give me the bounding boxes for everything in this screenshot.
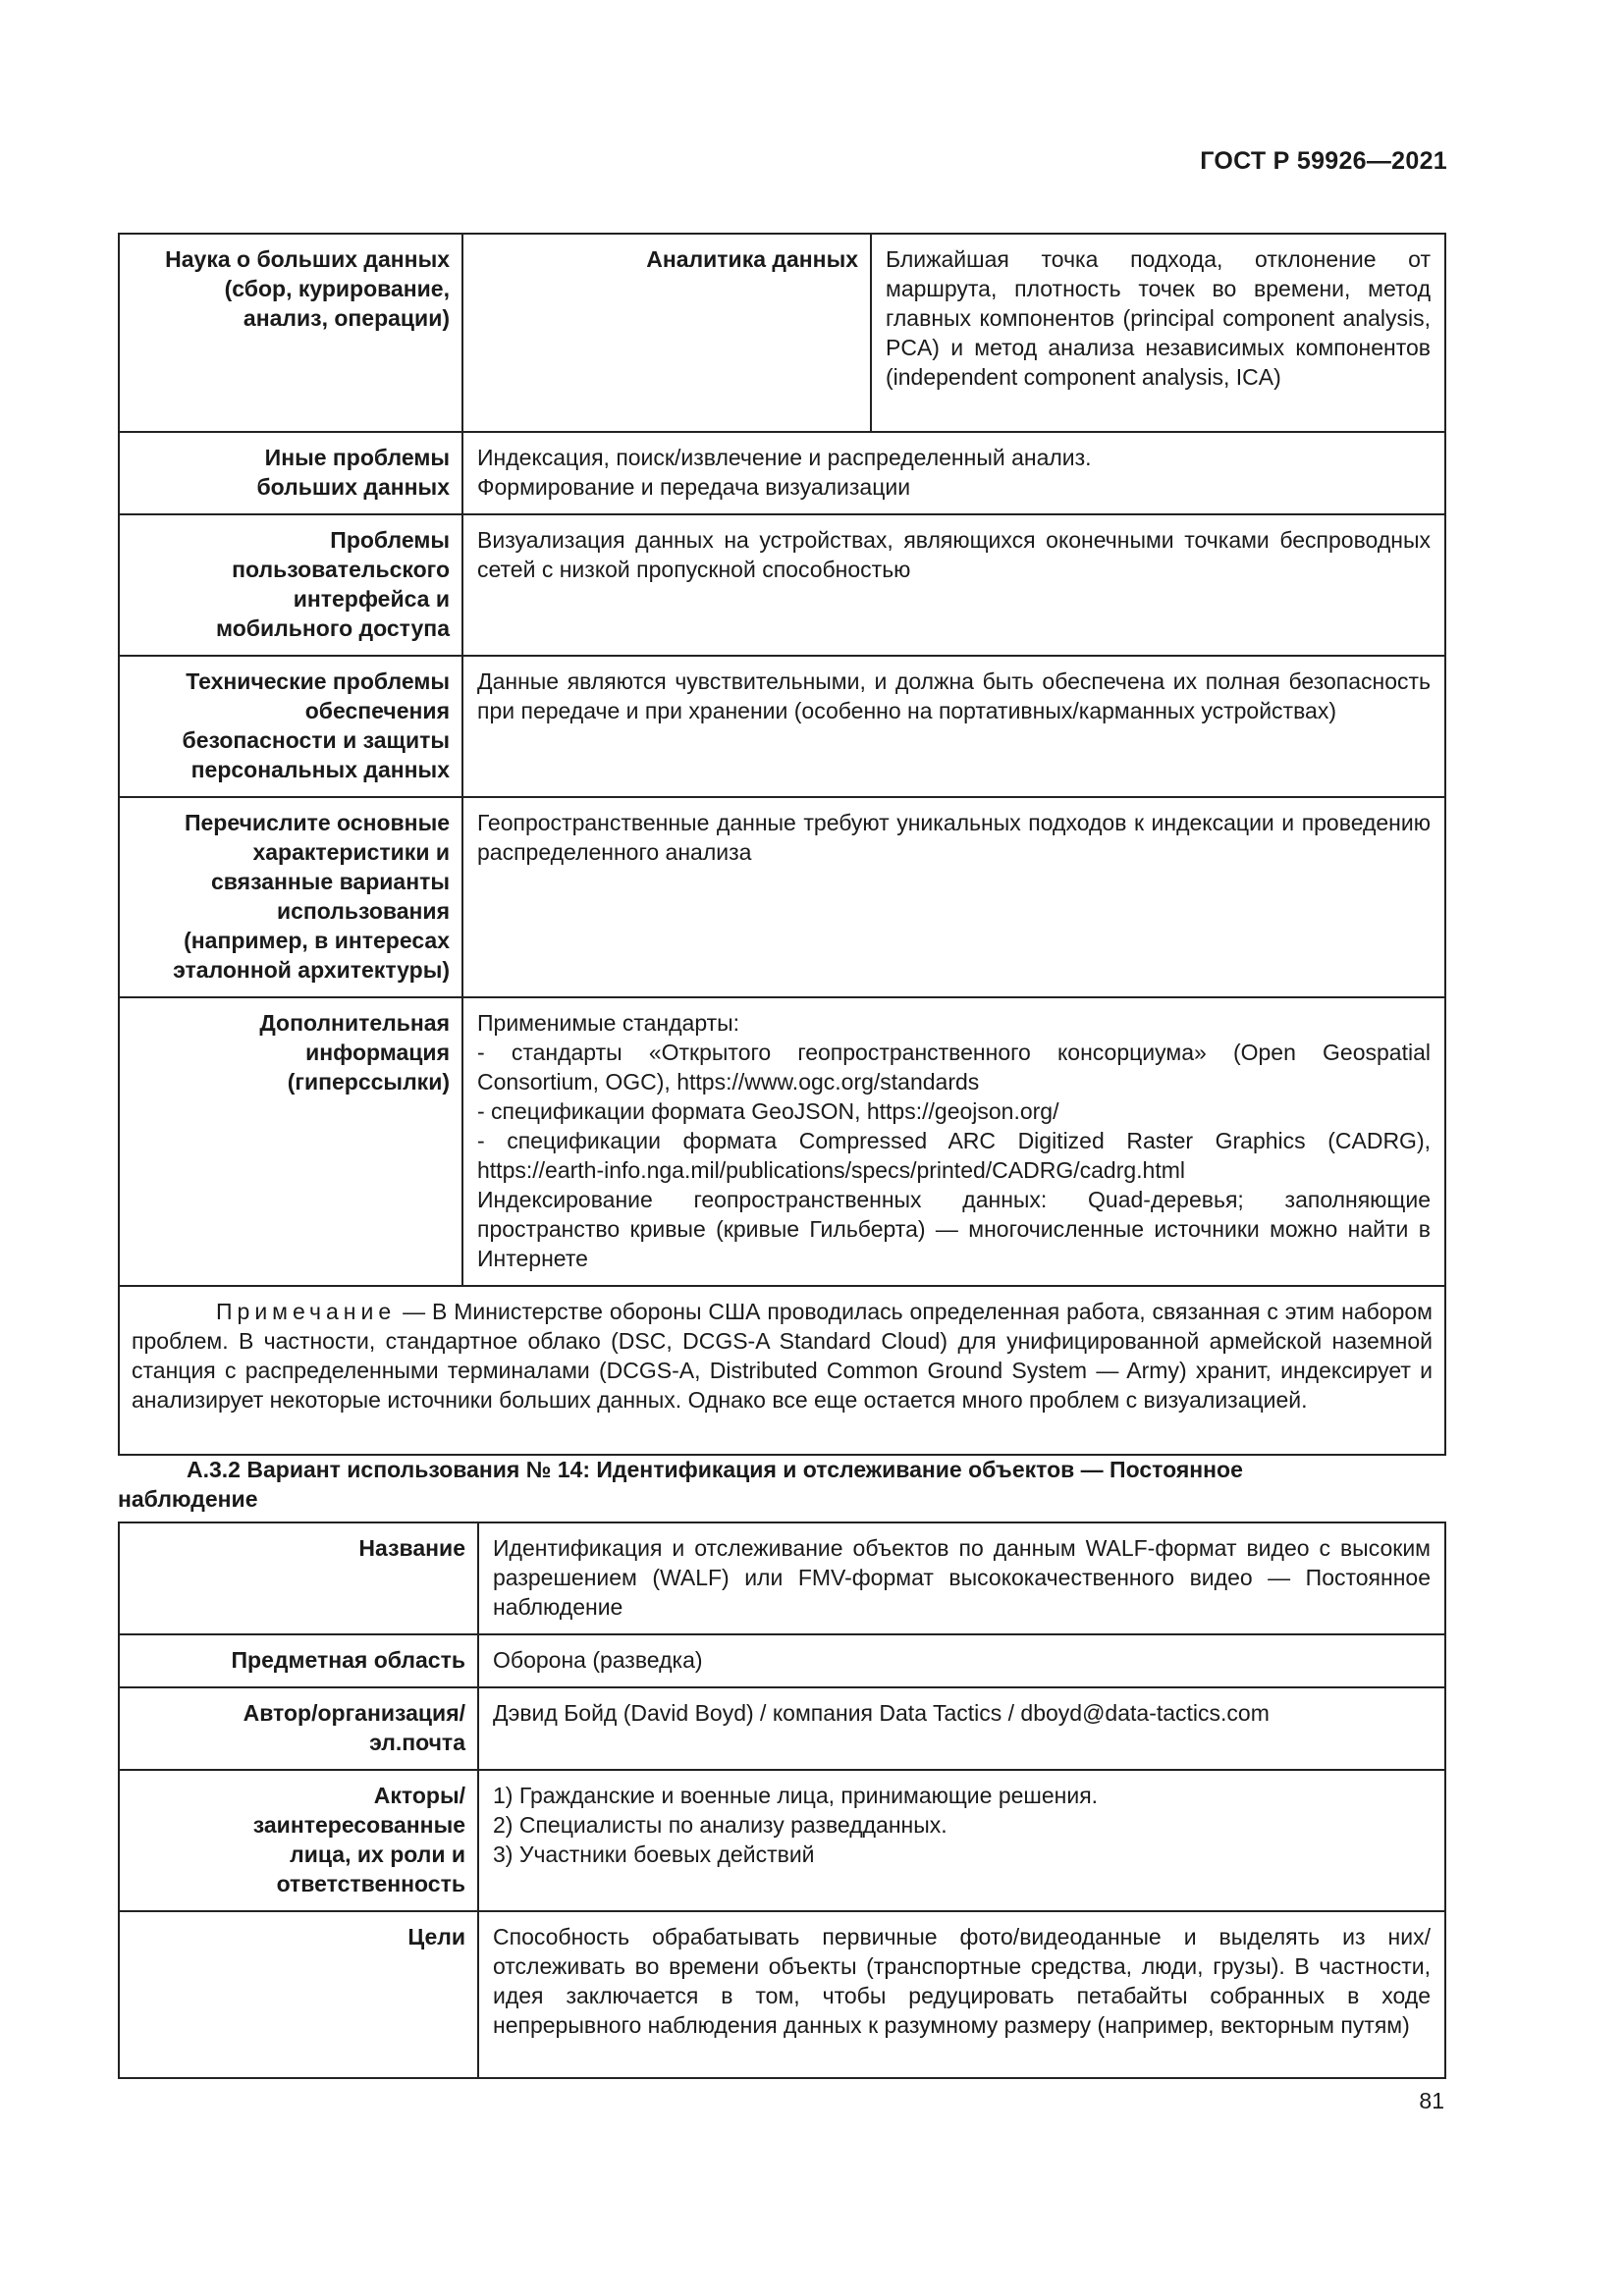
- note-label: Примечание: [216, 1299, 397, 1324]
- row-value-security: Данные являются чувствительными, и должна быть обеспечена их полная безопасность при передаче и при хранении (особенно на портативных/карманных устройствах): [462, 656, 1445, 797]
- standard-item-cadrg: - спецификации формата Compressed ARC Digitized Raster Graphics (CADRG), https://earth-info.nga.mil/publications/specs/printed/CADRG/cadrg.html: [477, 1128, 1431, 1183]
- row-value-goals: Способность обрабатывать первичные фото/видеоданные и выделять из них/отслеживать во времени объекты (транспортные средства, люди, грузы). В частности, идея заключается в том, чтобы редуцировать петабайты собранных в ходе непрерывного наблюдения данных к разумному размеру (например, векторным путям): [478, 1911, 1445, 2078]
- standard-item-geojson: - спецификации формата GeoJSON, https://geojson.org/: [477, 1098, 1059, 1124]
- row-label-characteristics: [119, 797, 462, 997]
- table-row: [119, 1522, 1445, 1634]
- table-row: [119, 797, 1445, 997]
- row-value-author: Дэвид Бойд (David Boyd) / компания Data Tactics / dboyd@data-tactics.com: [478, 1687, 1445, 1770]
- row-label-security: [119, 656, 462, 797]
- table-row: [119, 1911, 1445, 2078]
- sub-label-data-analytics: Аналитика данных: [462, 234, 871, 432]
- list-item: 3) Участники боевых действий: [493, 1842, 815, 1867]
- row-label-big-data-science: [119, 234, 462, 432]
- label-line: персональных данных: [190, 757, 450, 782]
- label-line: (сбор, курирование,: [224, 276, 450, 301]
- row-value-ui-mobile: Визуализация данных на устройствах, являющихся оконечными точками беспроводных сетей с низкой пропускной способностью: [462, 514, 1445, 656]
- row-label-domain: Предметная область: [119, 1634, 478, 1687]
- label-line: эл.почта: [369, 1730, 465, 1755]
- label-line: характеристики и: [252, 839, 450, 865]
- value-line: Формирование и передача визуализации: [477, 474, 911, 500]
- indexing-text: Индексирование геопространственных данных: Quad-деревья; заполняющие пространство кривые (кривые Гильберта) — многочисленные источники можно найти в Интернете: [477, 1187, 1431, 1271]
- list-item: 1) Гражданские и военные лица, принимающие решения.: [493, 1783, 1099, 1808]
- section-heading: [118, 1455, 1444, 1514]
- label-line: анализ, операции): [243, 305, 450, 331]
- label-line: пользовательского: [232, 557, 450, 582]
- row-label-ui-mobile: [119, 514, 462, 656]
- note-text: — В Министерстве обороны США проводилась определенная работа, связанная с этим набором проблем. В частности, стандартное облако (DSC, DCGS-A Standard Cloud) для унифицированной армейской наземной станция с распределенными терминалами (DCGS-A, Distributed Common Ground System — Army) хранит, индексирует и анализирует некоторые источники больших данных. Однако все еще остается много проблем с визуализацией.: [132, 1299, 1433, 1413]
- label-line: связанные варианты: [211, 869, 450, 894]
- label-line: эталонной архитектуры): [173, 957, 450, 983]
- label-line: лица, их роли и: [290, 1842, 465, 1867]
- label-line: Проблемы: [330, 527, 450, 553]
- row-value-other-problems: [462, 432, 1445, 514]
- table-row: [119, 234, 1445, 432]
- label-line: интерфейса и: [293, 586, 450, 612]
- table-row: [119, 1634, 1445, 1687]
- note-paragraph: [132, 1297, 1433, 1415]
- row-label-actors: [119, 1770, 478, 1911]
- row-label-author: [119, 1687, 478, 1770]
- table-row: [119, 1687, 1445, 1770]
- section-heading-line: А.3.2 Вариант использования № 14: Идентификация и отслеживание объектов — Постоянное: [187, 1457, 1243, 1482]
- row-label-goals: Цели: [119, 1911, 478, 2078]
- table-row: [119, 432, 1445, 514]
- label-line: безопасности и защиты: [182, 727, 450, 753]
- label-line: Автор/организация/: [243, 1700, 465, 1726]
- table-row: [119, 656, 1445, 797]
- table-row: [119, 1286, 1445, 1455]
- table-note: [119, 1286, 1445, 1455]
- label-line: Дополнительная: [259, 1010, 450, 1036]
- label-line: мобильного доступа: [216, 615, 450, 641]
- page-number: 81: [1419, 2088, 1444, 2113]
- label-line: ответственность: [276, 1871, 465, 1896]
- label-line: Наука о больших данных: [165, 246, 450, 272]
- label-line: заинтересованные: [252, 1812, 465, 1838]
- label-line: (например, в интересах: [184, 928, 450, 953]
- row-label-additional-info: [119, 997, 462, 1286]
- use-case-14-table: [118, 1522, 1446, 2079]
- row-value-domain: Оборона (разведка): [478, 1634, 1445, 1687]
- list-item: 2) Специалисты по анализу разведданных.: [493, 1812, 947, 1838]
- label-line: Акторы/: [373, 1783, 465, 1808]
- row-value-analytics: Ближайшая точка подхода, отклонение от маршрута, плотность точек во времени, метод главных компонентов (principal component analysis, PCA) и метод анализа независимых компонентов (independent component analysis, ICA): [871, 234, 1445, 432]
- standards-intro: Применимые стандарты:: [477, 1010, 740, 1036]
- table-row: [119, 997, 1445, 1286]
- row-label-other-problems: [119, 432, 462, 514]
- label-line: обеспечения: [304, 698, 450, 723]
- section-heading-line: наблюдение: [118, 1486, 258, 1512]
- label-line: Перечислите основные: [184, 810, 450, 835]
- row-value-name: Идентификация и отслеживание объектов по данным WALF-формат видео с высоким разрешением (WALF) или FMV-формат высококачественного видео — Постоянное наблюдение: [478, 1522, 1445, 1634]
- use-case-table-continued: [118, 233, 1446, 1456]
- row-value-actors: [478, 1770, 1445, 1911]
- label-line: (гиперссылки): [287, 1069, 450, 1095]
- row-value-additional-info: [462, 997, 1445, 1286]
- standard-item-ogc: - стандарты «Открытого геопространственного консорциума» (Open Geospatial Consortium, OGC), https://www.ogc.org/standards: [477, 1040, 1431, 1095]
- table-row: [119, 514, 1445, 656]
- row-label-name: Название: [119, 1522, 478, 1634]
- label-line: Иные проблемы: [264, 445, 450, 470]
- label-line: больших данных: [256, 474, 450, 500]
- document-code: ГОСТ Р 59926—2021: [1200, 147, 1447, 175]
- value-line: Индексация, поиск/извлечение и распределенный анализ.: [477, 445, 1092, 470]
- table-row: [119, 1770, 1445, 1911]
- label-line: использования: [276, 898, 450, 924]
- label-line: информация: [305, 1040, 450, 1065]
- row-value-characteristics: Геопространственные данные требуют уникальных подходов к индексации и проведению распределенного анализа: [462, 797, 1445, 997]
- label-line: Технические проблемы: [186, 668, 450, 694]
